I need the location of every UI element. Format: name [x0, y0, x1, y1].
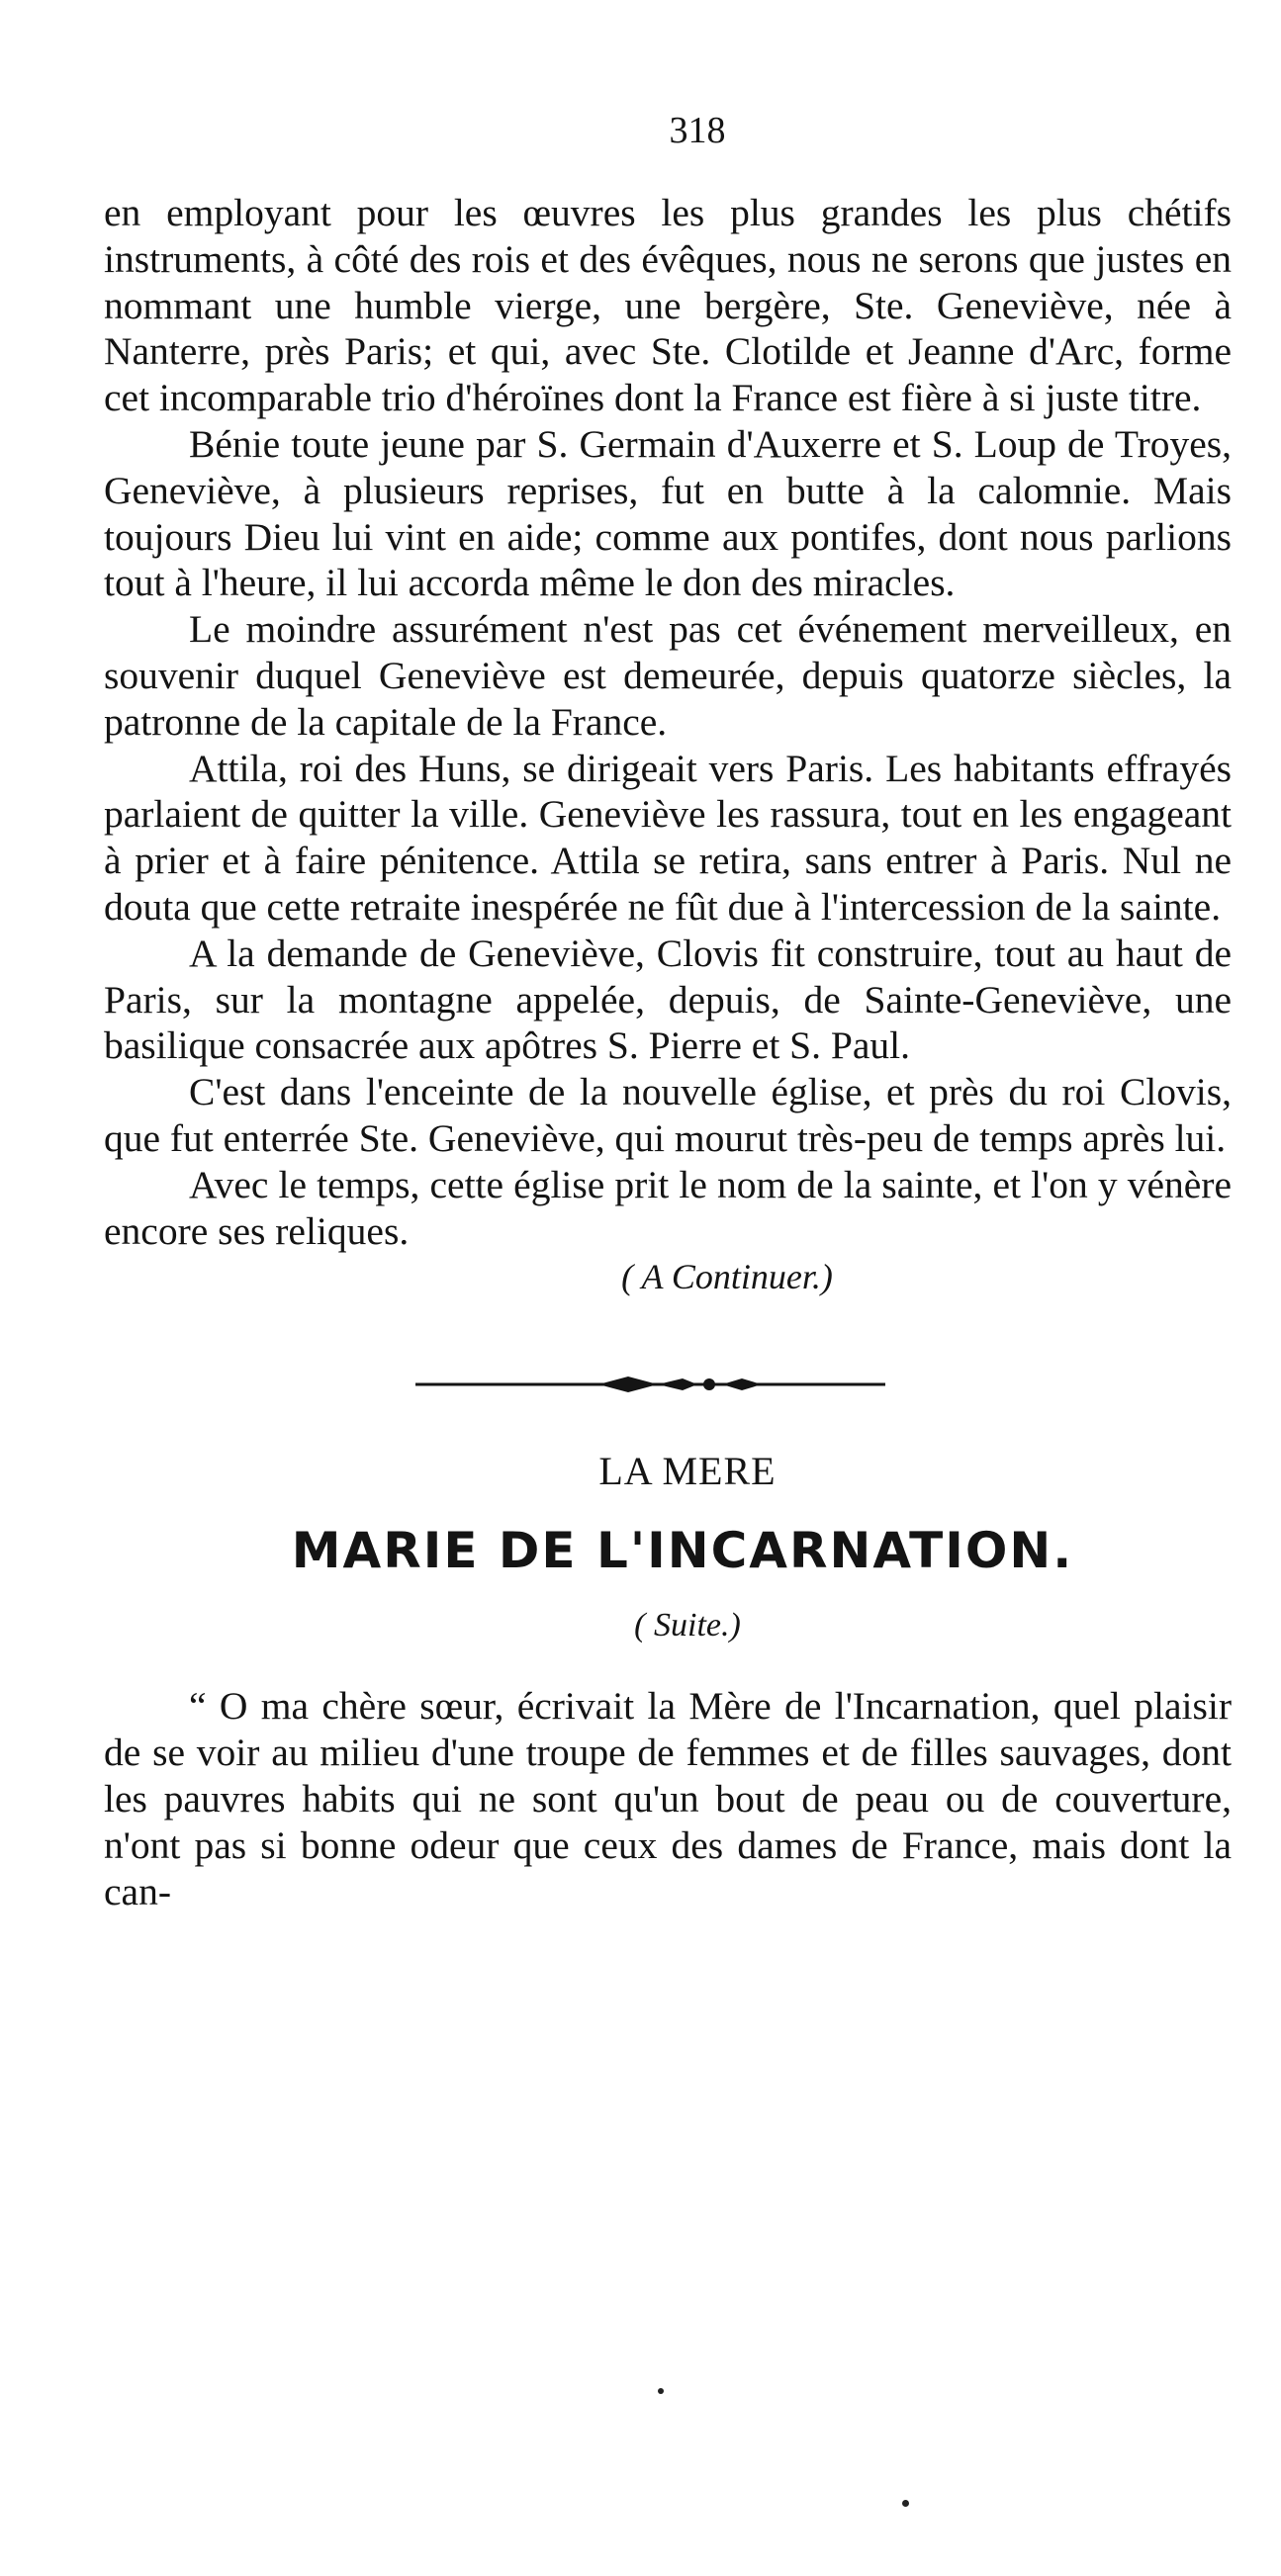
paragraph: Le moindre assurément n'est pas cet événement merveilleux, en souvenir duquel Geneviève est demeurée, depuis quatorze siècles, la patronne de la capitale de la France.: [104, 607, 1232, 744]
section-divider-ornament: [104, 1365, 1232, 1404]
article-title: MARIE DE L'INCARNATION.: [291, 1522, 1074, 1580]
paragraph: Bénie toute jeune par S. Germain d'Auxerre et S. Loup de Troyes, Geneviève, à plusieurs reprises, fut en butte à la calomnie. Mais toujours Dieu lui vint en aide; comme aux pontifes, dont nous parlions tout à l'heure, il lui accorda même le don des miracles.: [104, 421, 1232, 605]
paragraph: C'est dans l'enceinte de la nouvelle église, et près du roi Clovis, que fut enterrée Ste. Geneviève, qui mourut très-peu de temps après lui.: [104, 1070, 1232, 1160]
article-subtitle: ( Suite.): [634, 1607, 741, 1644]
article-heading: LA MERE: [598, 1449, 777, 1494]
continuation-note: ( A Continuer.): [621, 1257, 833, 1297]
paragraph: “ O ma chère sœur, écrivait la Mère de l'Incarnation, quel plaisir de se voir au milieu d'une troupe de femmes et de filles sauvages, dont les pauvres habits qui ne sont qu'un bout de peau ou de couverture, n'ont pas si bonne odeur que ceux des dames de France, mais dont la can-: [104, 1684, 1232, 1913]
ink-speck: [902, 2500, 909, 2507]
paragraph: Attila, roi des Huns, se dirigeait vers Paris. Les habitants effrayés parlaient de quitter la ville. Geneviève les rassura, tout en les engageant à prier et à faire pénitence. Attila se retira, sans entrer à Paris. Nul ne douta que cette retraite inespérée ne fût due à l'intercession de la sainte.: [104, 746, 1232, 929]
paragraph: Avec le temps, cette église prit le nom de la sainte, et l'on y vénère encore ses reliques.: [104, 1162, 1232, 1253]
ink-speck: [658, 2388, 664, 2394]
paragraph: A la demande de Geneviève, Clovis fit construire, tout au haut de Paris, sur la montagne appelée, depuis, de Sainte-Geneviève, une basilique consacrée aux apôtres S. Pierre et S. Paul.: [104, 931, 1232, 1068]
page-number: 318: [669, 110, 726, 151]
next-article-body: [104, 1683, 1232, 1914]
paragraph: en employant pour les œuvres les plus grandes les plus chétifs instruments, à côté des rois et des évêques, nous ne serons que justes en nommant une humble vierge, une bergère, Ste. Geneviève, née à Nanterre, près Paris; et qui, avec Ste. Clotilde et Jeanne d'Arc, forme cet incomparable trio d'héroïnes dont la France est fière à si juste titre.: [104, 191, 1232, 420]
ornament-rule-icon: [104, 1365, 1232, 1404]
previous-article-body: [104, 190, 1232, 1299]
book-page: [104, 109, 1232, 1914]
